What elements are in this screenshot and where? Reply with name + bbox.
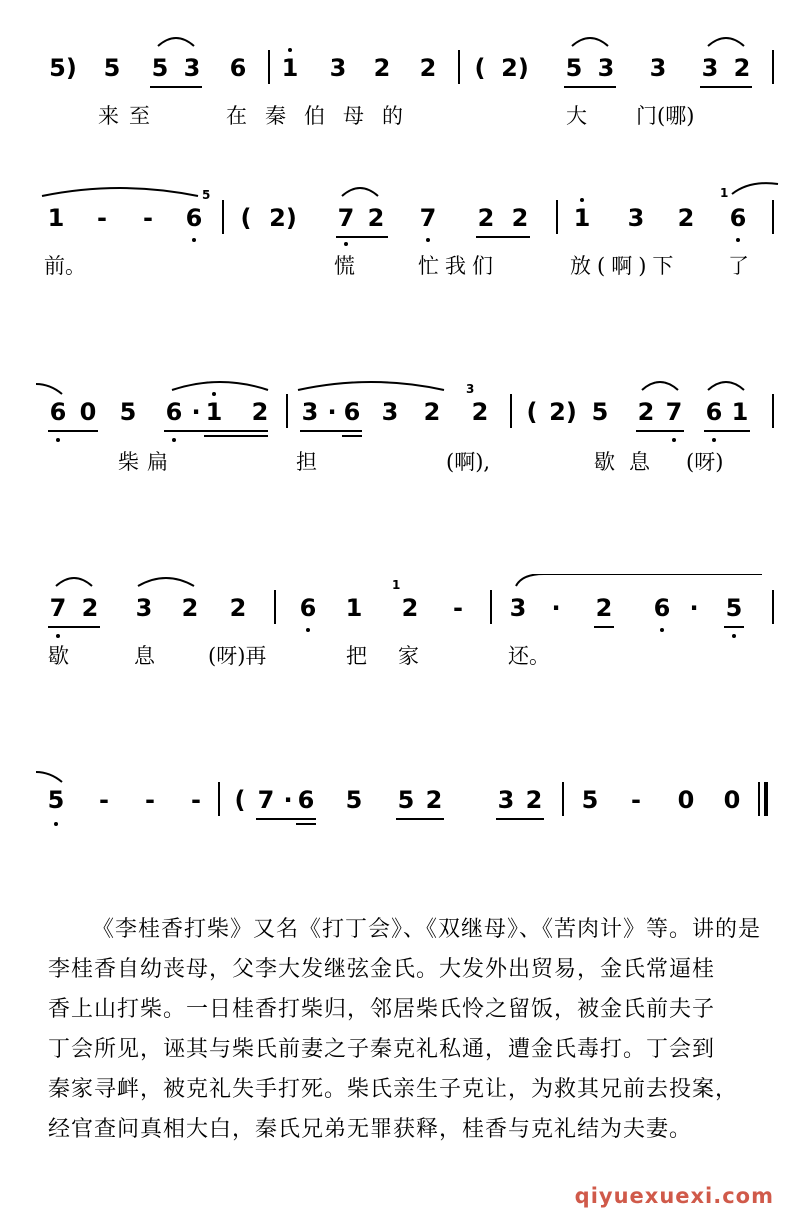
note: 2 xyxy=(425,786,443,814)
note: 1 xyxy=(281,54,299,82)
note: 3 xyxy=(301,398,319,426)
note: 0 xyxy=(677,786,695,814)
grace-note: 5 xyxy=(202,188,211,202)
note: - xyxy=(97,204,107,232)
note: 6 xyxy=(299,594,317,622)
lyric: 忙我们 xyxy=(418,254,499,278)
note: - xyxy=(191,786,201,814)
note: 5 xyxy=(103,54,121,82)
barline xyxy=(772,200,774,234)
note: 2 xyxy=(401,594,419,622)
note: 2 xyxy=(181,594,199,622)
slur xyxy=(40,184,200,198)
note: 6 xyxy=(343,398,361,426)
underline xyxy=(256,818,316,820)
note: 2 xyxy=(251,398,269,426)
octave-dot xyxy=(426,238,430,242)
underline xyxy=(636,430,684,432)
note: 2 xyxy=(229,594,247,622)
octave-dot xyxy=(192,238,196,242)
note: 7 xyxy=(665,398,683,426)
lyric: 了 xyxy=(728,254,749,278)
note: 7 xyxy=(49,594,67,622)
slur xyxy=(514,574,764,588)
slur xyxy=(54,574,94,588)
underline xyxy=(564,86,616,88)
underline xyxy=(594,626,614,628)
note: 2 xyxy=(81,594,99,622)
note: 2) xyxy=(501,54,529,82)
note: 0 xyxy=(723,786,741,814)
score-line-3 xyxy=(0,382,810,426)
lyric: 在秦伯母的 xyxy=(226,104,421,128)
note: 3 xyxy=(597,54,615,82)
barline xyxy=(510,394,512,428)
note: 2 xyxy=(595,594,613,622)
note: 5 xyxy=(581,786,599,814)
underline xyxy=(496,818,544,820)
underline xyxy=(300,430,362,432)
grace-note: 3 xyxy=(466,382,475,396)
final-barline-thick xyxy=(764,782,768,816)
underline xyxy=(296,823,316,825)
underline xyxy=(342,435,362,437)
note: · xyxy=(283,786,293,814)
underline xyxy=(48,430,98,432)
note: 5 xyxy=(591,398,609,426)
note: · xyxy=(551,594,561,622)
octave-dot xyxy=(736,238,740,242)
lyric: 前。 xyxy=(44,254,86,278)
octave-dot xyxy=(56,438,60,442)
note: 3 xyxy=(329,54,347,82)
slur xyxy=(706,34,746,48)
note: 3 xyxy=(497,786,515,814)
note: 5 xyxy=(725,594,743,622)
slur xyxy=(34,382,64,396)
slur xyxy=(340,184,380,198)
octave-dot xyxy=(56,634,60,638)
underline xyxy=(150,86,202,88)
note: 6 xyxy=(729,204,747,232)
note: 5 xyxy=(151,54,169,82)
note: 2 xyxy=(733,54,751,82)
lyric: 歇息 xyxy=(594,450,664,474)
note: 1 xyxy=(573,204,591,232)
underline xyxy=(476,236,530,238)
barline xyxy=(274,590,276,624)
slur xyxy=(170,378,270,392)
note: 5 xyxy=(345,786,363,814)
octave-dot xyxy=(712,438,716,442)
note: 3 xyxy=(509,594,527,622)
note: 2 xyxy=(477,204,495,232)
score-line-4 xyxy=(0,578,810,622)
barline xyxy=(490,590,492,624)
slur xyxy=(640,378,680,392)
underline xyxy=(396,818,444,820)
lyric: 把 xyxy=(346,644,367,668)
underline xyxy=(204,435,268,437)
final-barline-thin xyxy=(758,782,760,816)
note: 1 xyxy=(47,204,65,232)
note: 3 xyxy=(701,54,719,82)
note: - xyxy=(145,786,155,814)
note: 2 xyxy=(373,54,391,82)
note: 2 xyxy=(367,204,385,232)
note: · xyxy=(327,398,337,426)
note: 7 xyxy=(419,204,437,232)
paragraph-line: 丁会所见，诬其与柴氏前妻之子秦克礼私通，遭金氏毒打。丁会到 xyxy=(48,1037,716,1062)
lyric: 担 xyxy=(296,450,317,474)
barline xyxy=(222,200,224,234)
note: 1 xyxy=(345,594,363,622)
lyric: 大 xyxy=(566,104,587,128)
slur xyxy=(706,378,746,392)
note: 5 xyxy=(119,398,137,426)
note: · xyxy=(191,398,201,426)
note: - xyxy=(99,786,109,814)
underline xyxy=(336,236,388,238)
underline xyxy=(48,626,100,628)
note: 3 xyxy=(649,54,667,82)
note: 5 xyxy=(47,786,65,814)
paragraph-line: 秦家寻衅，被克礼失手打死。柴氏亲生子克让，为救其兄前去投案， xyxy=(48,1077,739,1102)
octave-dot xyxy=(732,634,736,638)
octave-dot xyxy=(212,392,216,396)
octave-dot xyxy=(172,438,176,442)
note: 6 xyxy=(165,398,183,426)
underline xyxy=(724,626,744,628)
grace-note: 1 xyxy=(720,186,729,200)
synopsis-paragraph xyxy=(48,910,778,1150)
score-line-2 xyxy=(0,186,810,232)
slur xyxy=(156,34,196,48)
note: 2 xyxy=(525,786,543,814)
paragraph-line: 《李桂香打柴》又名《打丁会》、《双继母》、《苦肉计》等。讲的是 xyxy=(92,917,762,942)
barline xyxy=(286,394,288,428)
note: · xyxy=(689,594,699,622)
note: 2 xyxy=(471,398,489,426)
note: 6 xyxy=(229,54,247,82)
slur xyxy=(296,378,446,392)
underline xyxy=(700,86,752,88)
octave-dot xyxy=(344,242,348,246)
note: 7 xyxy=(257,786,275,814)
note: 0 xyxy=(79,398,97,426)
octave-dot xyxy=(580,198,584,202)
note: ( xyxy=(240,204,252,232)
underline xyxy=(704,430,750,432)
lyric: (呀) xyxy=(686,450,724,474)
note: 3 xyxy=(381,398,399,426)
note: 2 xyxy=(423,398,441,426)
note: 2 xyxy=(511,204,529,232)
lyric: 柴扁 xyxy=(118,450,176,474)
octave-dot xyxy=(288,48,292,52)
lyric: 慌 xyxy=(334,254,355,278)
note: 6 xyxy=(185,204,203,232)
note: ( xyxy=(234,786,246,814)
note: 2 xyxy=(637,398,655,426)
watermark: qiyuexuexi.com xyxy=(574,1184,774,1208)
slur xyxy=(34,770,64,784)
underline xyxy=(164,430,268,432)
lyric: 歇 xyxy=(48,644,69,668)
score-line-5 xyxy=(0,788,810,812)
lyric: 放(啊)下 xyxy=(570,254,680,278)
note: 2) xyxy=(269,204,297,232)
lyric: 门(哪) xyxy=(636,104,695,128)
note: 1 xyxy=(205,398,223,426)
note: 5) xyxy=(49,54,77,82)
barline xyxy=(562,782,564,816)
lyric: (呀)再 xyxy=(208,644,267,668)
paragraph-line: 香上山打柴。一日桂香打柴归，邻居柴氏怜之留饭，被金氏前夫子 xyxy=(48,997,716,1022)
note: 3 xyxy=(135,594,153,622)
paragraph-line: 经官查问真相大白，秦氏兄弟无罪获释，桂香与克礼结为夫妻。 xyxy=(48,1117,693,1142)
note: - xyxy=(631,786,641,814)
lyric: 家 xyxy=(398,644,419,668)
slur xyxy=(730,182,780,196)
barline xyxy=(458,50,460,84)
note: 6 xyxy=(297,786,315,814)
note: 5 xyxy=(397,786,415,814)
barline xyxy=(772,394,774,428)
note: 2 xyxy=(677,204,695,232)
octave-dot xyxy=(54,822,58,826)
barline xyxy=(772,50,774,84)
lyric: 息 xyxy=(134,644,155,668)
note: 2) xyxy=(549,398,577,426)
slur xyxy=(136,574,196,588)
barline xyxy=(556,200,558,234)
note: 2 xyxy=(419,54,437,82)
note: - xyxy=(453,594,463,622)
note: 1 xyxy=(731,398,749,426)
lyric: 来至 xyxy=(98,104,160,128)
note: - xyxy=(143,204,153,232)
score-line-1 xyxy=(0,56,810,80)
note: 5 xyxy=(565,54,583,82)
barline xyxy=(268,50,270,84)
lyric: (啊), xyxy=(446,450,491,474)
slur xyxy=(570,34,610,48)
note: 7 xyxy=(337,204,355,232)
note: 3 xyxy=(183,54,201,82)
note: 6 xyxy=(49,398,67,426)
note: ( xyxy=(474,54,486,82)
note: ( xyxy=(526,398,538,426)
lyric: 还。 xyxy=(508,644,550,668)
octave-dot xyxy=(660,628,664,632)
note: 6 xyxy=(653,594,671,622)
note: 3 xyxy=(627,204,645,232)
paragraph-line: 李桂香自幼丧母，父李大发继弦金氏。大发外出贸易，金氏常逼桂 xyxy=(48,957,716,982)
barline xyxy=(218,782,220,816)
barline xyxy=(772,590,774,624)
octave-dot xyxy=(306,628,310,632)
octave-dot xyxy=(672,438,676,442)
grace-note: 1 xyxy=(392,578,401,592)
note: 6 xyxy=(705,398,723,426)
